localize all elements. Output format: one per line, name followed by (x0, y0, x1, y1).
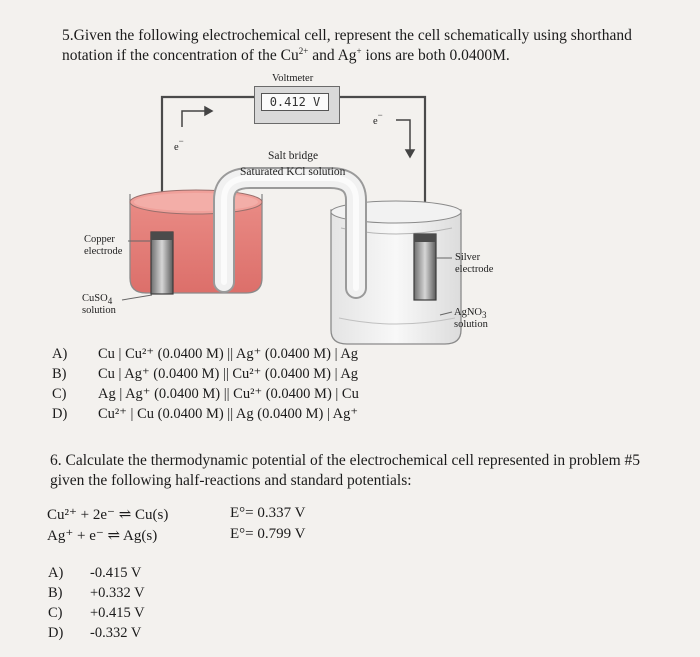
voltmeter-label: Voltmeter (272, 73, 314, 84)
half-reaction-row: Cu²⁺ + 2e⁻ ⇌ Cu(s) E°= 0.337 V (47, 505, 306, 523)
voltmeter (254, 86, 340, 124)
question-5-line-2: notation if the concentration of the $Cu^{2+}$ and Ag+ ions are both 0.0400M. (62, 46, 510, 64)
voltmeter-display: 0.412 V (261, 93, 329, 111)
copper-electrode-plate (151, 232, 173, 294)
salt-bridge-solution-label: Saturated KCl solution (240, 166, 346, 178)
option-row[interactable]: C) +0.415 V (48, 605, 145, 621)
option-row[interactable]: A) -0.415 V (48, 565, 142, 581)
salt-bridge-label: Salt bridge (268, 150, 319, 162)
question-6-options (48, 565, 198, 645)
copper-electrode-label: Copper electrode (84, 234, 123, 257)
question-5-line-1: 5.Given the following electrochemical cell, represent the cell schematically using shorthand (62, 27, 632, 44)
question-6-line-2: given the following half-reactions and standard potentials: (50, 472, 412, 489)
silver-electrode-label: Silver electrode (455, 252, 494, 275)
half-reactions (47, 505, 347, 547)
electron-label-right: e− (373, 110, 383, 127)
option-row[interactable]: B) +0.332 V (48, 585, 145, 601)
option-row[interactable]: D) -0.332 V (48, 625, 142, 641)
cuso4-solution-label: CuSO$_4$ solution (82, 293, 116, 316)
silver-electrode-plate (414, 234, 436, 300)
agno3-solution-label: AgNO$_3$ solution (454, 307, 488, 330)
electron-label-left: e− (174, 136, 184, 153)
question-6-line-1: 6. Calculate the thermodynamic potential of the electrochemical cell represented in problem #5 (50, 452, 641, 469)
half-reaction-row: Ag⁺ + e⁻ ⇌ Ag(s) E°= 0.799 V (47, 526, 306, 544)
